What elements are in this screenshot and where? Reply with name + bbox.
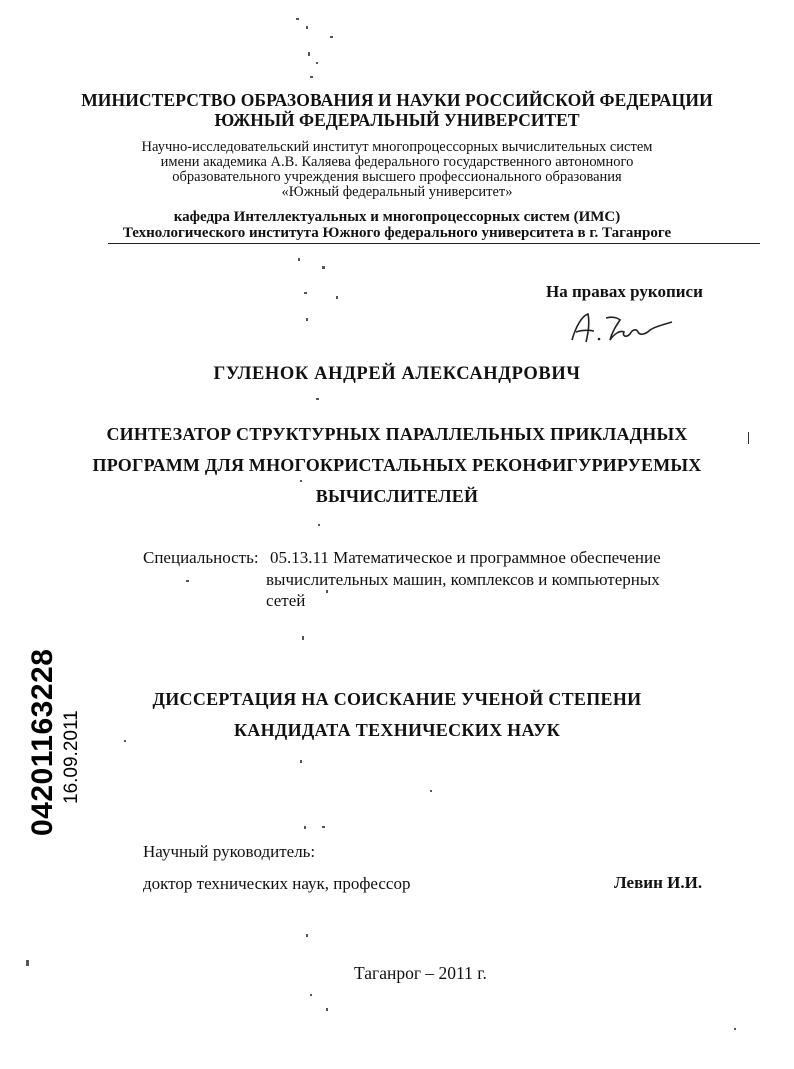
title-line: ВЫЧИСЛИТЕЛЕЙ [315,486,479,506]
university-heading: ЮЖНЫЙ ФЕДЕРАЛЬНЫЙ УНИВЕРСИТЕТ [214,110,580,130]
supervisor-name: Левин И.И. [614,873,703,892]
institute-line: имени академика А.В. Каляева федерального государственного автономного [160,154,634,170]
department-line: Технологического института Южного федерального университета в г. Таганроге [122,225,672,241]
degree-line: КАНДИДАТА ТЕХНИЧЕСКИХ НАУК [233,720,561,740]
signature [566,306,676,348]
ministry-heading: МИНИСТЕРСТВО ОБРАЗОВАНИЯ И НАУКИ РОССИЙСКОЙ ФЕДЕРАЦИИ [81,90,713,110]
header-divider [108,243,760,244]
manuscript-note: На правах рукописи [546,282,703,301]
title-line: СИНТЕЗАТОР СТРУКТУРНЫХ ПАРАЛЛЕЛЬНЫХ ПРИКЛАДНЫХ [106,424,688,444]
city-year: Таганрог – 2011 г. [354,963,487,983]
institute-line: «Южный федеральный университет» [281,184,513,200]
specialty-line: сетей [266,591,306,610]
institute-line: образовательного учреждения высшего профессионального образования [172,169,622,185]
degree-line: ДИССЕРТАЦИЯ НА СОИСКАНИЕ УЧЕНОЙ СТЕПЕНИ [152,689,642,709]
specialty-label: Специальность: [143,548,259,567]
margin-mark [748,432,749,444]
specialty-line: 05.13.11 Математическое и программное обеспечение [270,548,661,567]
title-line: ПРОГРАММ ДЛЯ МНОГОКРИСТАЛЬНЫХ РЕКОНФИГУРИРУЕМЫХ [92,455,702,475]
supervisor-label: Научный руководитель: [143,842,316,861]
department-line: кафедра Интеллектуальных и многопроцессорных систем (ИМС) [173,209,621,225]
supervisor-title: доктор технических наук, профессор [143,874,411,893]
library-stamp-number: 04201163228 [26,648,59,836]
author-name: ГУЛЕНОК АНДРЕЙ АЛЕКСАНДРОВИЧ [213,364,581,384]
library-stamp-date: 16.09.2011 [61,710,82,804]
specialty-line: вычислительных машин, комплексов и компьютерных [266,570,660,589]
institute-line: Научно-исследовательский институт многопроцессорных вычислительных систем [141,139,653,155]
